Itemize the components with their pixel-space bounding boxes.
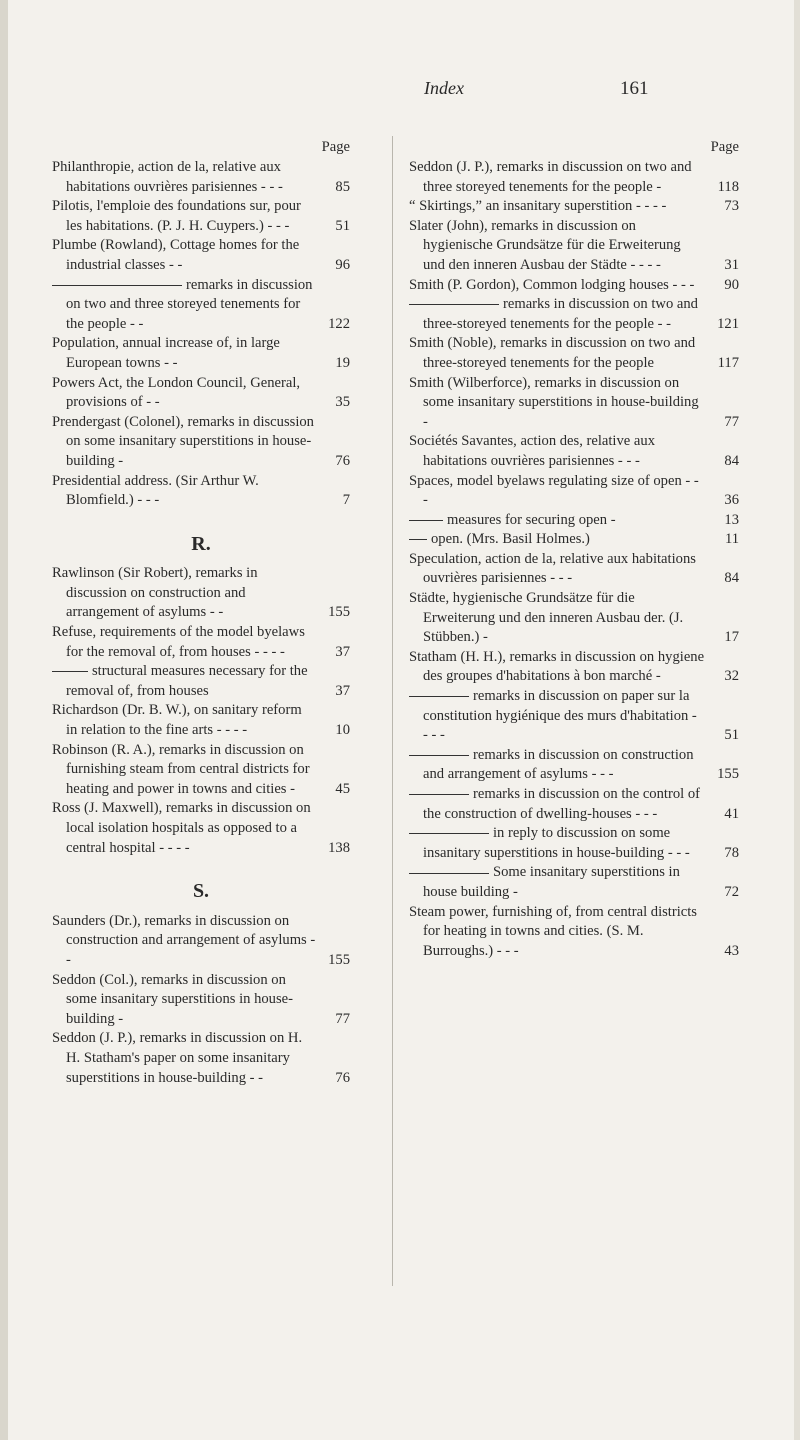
section-letter-s: S. xyxy=(192,880,210,903)
index-entry xyxy=(409,472,739,511)
entry-page-number: 155 xyxy=(717,766,739,783)
entry-text: Saunders (Dr.), remarks in discussion on construction and arrangement of asylums - - xyxy=(52,912,316,968)
entry-text: remarks in discussion on construction and arrangement of asylums - - - xyxy=(423,746,694,783)
entry-page-number: 155 xyxy=(328,604,350,621)
entry-page-number: 121 xyxy=(717,315,739,332)
section-letter-r: R. xyxy=(191,532,211,555)
ditto-dash xyxy=(409,304,499,305)
entry-page-number: 155 xyxy=(328,951,350,968)
entry-page-number: 138 xyxy=(328,839,350,856)
index-entry xyxy=(409,511,739,531)
running-header xyxy=(0,78,800,102)
entry-page-number: 76 xyxy=(335,452,350,469)
index-entries-r xyxy=(52,564,350,858)
index-entry xyxy=(52,1029,350,1088)
page-column-label: Page xyxy=(321,139,350,155)
index-entry xyxy=(52,197,350,236)
page-number: 161 xyxy=(620,78,649,99)
index-entry xyxy=(52,564,350,623)
entry-text: remarks in discussion on paper sur la constitution hygiénique des murs d'habitation - - - - xyxy=(423,688,697,744)
entry-page-number: 35 xyxy=(335,394,350,411)
index-entry xyxy=(409,589,739,648)
entry-text: Steam power, furnishing of, from central districts for heating in towns and cities. (S. M. Burroughs.) - - - xyxy=(409,903,697,959)
entry-page-number: 36 xyxy=(724,492,739,509)
entry-page-number: 84 xyxy=(724,452,739,469)
entry-text: remarks in discussion on the control of the construction of dwelling-houses - - - xyxy=(423,786,700,822)
entry-page-number: 76 xyxy=(335,1069,350,1086)
ditto-dash xyxy=(409,520,443,521)
index-entry xyxy=(409,276,739,296)
entry-page-number: 122 xyxy=(328,315,350,332)
entry-text: Ross (J. Maxwell), remarks in discussion on local isolation hospitals as opposed to a central hospital - - - - xyxy=(52,800,311,856)
entry-text: Städte, hygienische Grundsätze für die Erweiterung und den inneren Ausbau der. (J. Stübben.) - xyxy=(409,590,684,646)
ditto-dash xyxy=(52,671,88,672)
page-edge-right xyxy=(794,0,800,1440)
index-entry xyxy=(52,741,350,800)
entry-text: Plumbe (Rowland), Cottage homes for the industrial classes - - xyxy=(52,237,300,273)
entry-page-number: 73 xyxy=(724,198,739,215)
ditto-dash xyxy=(409,873,489,874)
entry-page-number: 51 xyxy=(724,727,739,744)
index-entry xyxy=(409,550,739,589)
entry-page-number: 13 xyxy=(724,511,739,528)
index-column-right xyxy=(409,138,739,961)
entry-text: measures for securing open - xyxy=(447,511,616,528)
entry-text: remarks in discussion on two and three-storeyed tenements for the people - - xyxy=(423,296,698,332)
ditto-dash xyxy=(409,794,469,795)
index-entry xyxy=(52,662,350,701)
index-entry xyxy=(409,374,739,433)
entry-page-number: 117 xyxy=(717,354,739,371)
entry-page-number: 19 xyxy=(335,354,350,371)
index-entry xyxy=(409,903,739,962)
entry-text: in reply to discussion on some insanitary superstitions in house-building - - - xyxy=(423,825,690,861)
index-column-left xyxy=(52,138,350,1088)
column-divider xyxy=(392,136,393,1286)
entry-text: Presidential address. (Sir Arthur W. Blomfield.) - - - xyxy=(52,472,259,509)
index-entry xyxy=(52,472,350,511)
index-entry xyxy=(52,236,350,275)
ditto-dash xyxy=(409,833,489,834)
entry-text: Smith (Noble), remarks in discussion on two and three-storeyed tenements for the people xyxy=(409,335,696,371)
entry-text: Refuse, requirements of the model byelaws for the removal of, from houses - - - - xyxy=(52,624,305,660)
entry-text: Seddon (J. P.), remarks in discussion on H. H. Statham's paper on some insanitary superstitions in house-building - - xyxy=(52,1030,303,1086)
index-entry xyxy=(52,623,350,662)
entry-text: Seddon (Col.), remarks in discussion on some insanitary superstitions in house-building - xyxy=(52,971,293,1027)
index-entry xyxy=(409,158,739,197)
index-entry xyxy=(409,432,739,471)
entry-text: Some insanitary superstitions in house building - xyxy=(423,864,680,900)
entry-text: Prendergast (Colonel), remarks in discussion on some insanitary superstitions in house-building - xyxy=(52,413,314,469)
entry-text: Sociétés Savantes, action des, relative aux habitations ouvrières parisiennes - - - xyxy=(409,433,655,469)
ditto-dash xyxy=(52,285,182,286)
entry-page-number: 90 xyxy=(724,276,739,293)
entry-text: Speculation, action de la, relative aux habitations ouvrières parisiennes - - - xyxy=(409,550,696,587)
entry-text: Population, annual increase of, in large European towns - - xyxy=(52,335,280,371)
index-entry xyxy=(409,217,739,276)
entry-text: Smith (Wilberforce), remarks in discussion on some insanitary superstitions in house-building - xyxy=(409,374,699,430)
index-entry xyxy=(409,824,739,863)
entry-page-number: 31 xyxy=(724,256,739,273)
entry-page-number: 72 xyxy=(724,883,739,900)
entry-text: “ Skirtings,” an insanitary superstition - - - - xyxy=(409,198,667,215)
entry-page-number: 45 xyxy=(335,780,350,797)
entry-page-number: 51 xyxy=(335,217,350,234)
index-entry xyxy=(409,785,739,824)
entry-page-number: 77 xyxy=(335,1010,350,1027)
index-entry xyxy=(52,413,350,472)
running-title: Index xyxy=(424,78,464,98)
entry-text: Robinson (R. A.), remarks in discussion on furnishing steam from central districts for heating and power in towns and cities - xyxy=(52,741,310,797)
index-entry xyxy=(52,276,350,335)
entry-page-number: 11 xyxy=(724,531,739,548)
entry-page-number: 84 xyxy=(724,570,739,587)
ditto-dash xyxy=(409,755,469,756)
entry-page-number: 118 xyxy=(717,178,739,195)
index-entry xyxy=(409,746,739,785)
entry-page-number: 10 xyxy=(335,722,350,739)
index-entry xyxy=(52,334,350,373)
index-entry xyxy=(409,687,739,746)
index-entry xyxy=(409,197,739,217)
entry-text: Richardson (Dr. B. W.), on sanitary reform in relation to the fine arts - - - - xyxy=(52,702,302,739)
entry-page-number: 43 xyxy=(724,942,739,959)
index-entry xyxy=(409,863,739,902)
entry-text: Powers Act, the London Council, General, provisions of - - xyxy=(52,374,301,411)
entry-page-number: 41 xyxy=(724,805,739,822)
entry-text: remarks in discussion on two and three storeyed tenements for the people - - xyxy=(66,276,313,332)
index-entries-p xyxy=(52,158,350,511)
index-entry xyxy=(409,648,739,687)
entry-page-number: 77 xyxy=(724,413,739,430)
entry-page-number: 37 xyxy=(335,682,350,699)
entry-text: Pilotis, l'emploie des foundations sur, pour les habitations. (P. J. H. Cuypers.) - - - xyxy=(52,198,301,234)
index-entry xyxy=(409,334,739,373)
index-entry xyxy=(52,158,350,197)
entry-page-number: 78 xyxy=(724,844,739,861)
entry-page-number: 32 xyxy=(724,668,739,685)
index-entry xyxy=(52,912,350,971)
index-entries-s-continued xyxy=(409,158,739,961)
page-column-label: Page xyxy=(710,139,739,155)
ditto-dash xyxy=(409,539,427,540)
entry-page-number: 37 xyxy=(335,643,350,660)
entry-page-number: 85 xyxy=(335,178,350,195)
page-edge-left xyxy=(0,0,8,1440)
index-entry xyxy=(409,295,739,334)
entry-page-number: 7 xyxy=(342,492,350,509)
entry-text: Statham (H. H.), remarks in discussion on hygiene des groupes d'habitations à bon marché - xyxy=(409,648,705,685)
index-entries-s xyxy=(52,912,350,1088)
ditto-dash xyxy=(409,696,469,697)
entry-text: Spaces, model byelaws regulating size of open - - - xyxy=(409,472,699,509)
entry-text: structural measures necessary for the removal of, from houses xyxy=(66,663,308,699)
entry-text: open. (Mrs. Basil Holmes.) xyxy=(431,531,590,548)
index-entry xyxy=(52,374,350,413)
entry-text: Slater (John), remarks in discussion on hygienische Grundsätze für die Erweiterung und den inneren Ausbau der Städte - - - - xyxy=(409,217,681,273)
entry-text: Philanthropie, action de la, relative aux habitations ouvrières parisiennes - - - xyxy=(52,159,283,195)
entry-page-number: 96 xyxy=(335,256,350,273)
entry-text: Seddon (J. P.), remarks in discussion on two and three storeyed tenements for the people - xyxy=(409,159,692,195)
index-entry xyxy=(409,530,739,550)
entry-page-number: 17 xyxy=(724,629,739,646)
index-entry xyxy=(52,701,350,740)
entry-text: Smith (P. Gordon), Common lodging houses - - - xyxy=(409,276,695,293)
index-entry xyxy=(52,799,350,858)
index-entry xyxy=(52,971,350,1030)
entry-text: Rawlinson (Sir Robert), remarks in discussion on construction and arrangement of asylums - - xyxy=(52,565,258,621)
